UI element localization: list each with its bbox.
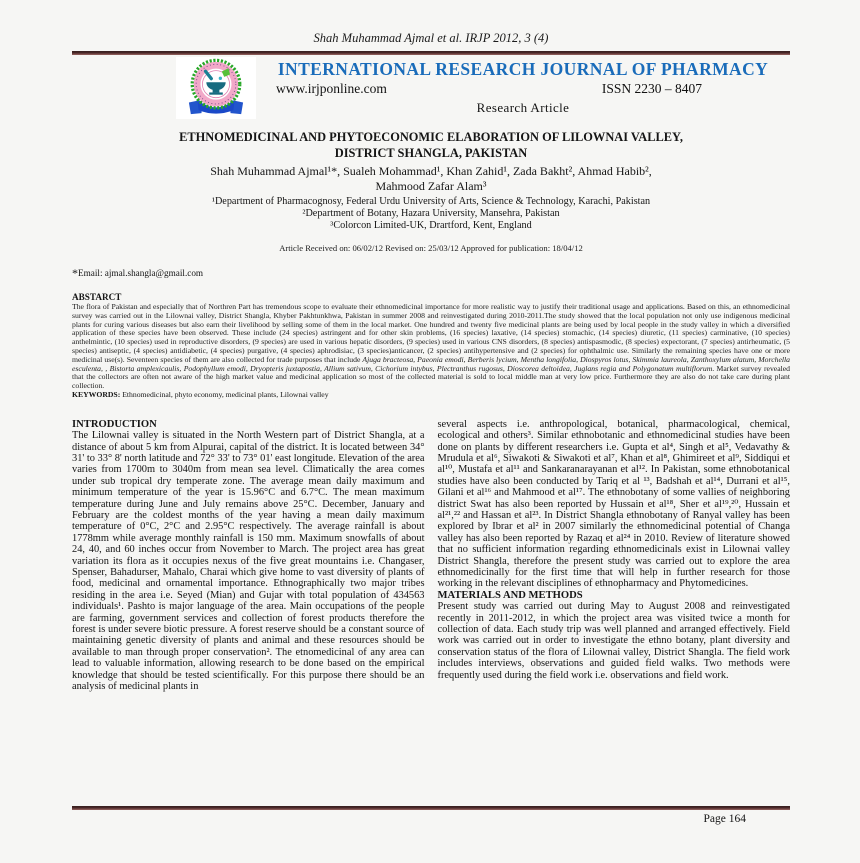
methods-text: Present study was carried out during May to August 2008 and reinvestigated recently in 2011-2012, in which the project area was visited twice a month for collection of data. Each study trip was well planned and arranged effectively. Field work was carried out in order to investigate the ethno botany, plant diversity and conservation status of the flora of Lilownai valley, District Shangla. The field work includes interviews, observations and guided field walks. Two methods were frequently used during the field work i.e. observations and field work. — [437, 601, 790, 681]
affiliations — [72, 196, 790, 232]
email-asterisk: * — [72, 266, 78, 280]
introduction-text: The Lilownai valley is situated in the North Western part of District Shangla, at a distance of about 5 km from Alpurai, capital of the district. It is located between 34° 31' to 33° 8' north latitude and 72° 33' to 73° 01' east longitude. Elevation of the area varies from 1700m to 3040m from mean sea level. Climatically the area comes under sub tropical dry temperate zone. The average mean daily maximum and minimum temperature of the year is 15.96°C and 6.7°C. The mean maximum temperature during June and July remains above 25°C. December, January and February are the coldest months of the year having a mean daily maximum temperature of 0°C, 2°C and 2.95°C respectively. The average rainfall is about 1778mm while average monthly rainfall is 150 mm. Maximum snowfalls of about 24, 40, and 60 inches occur from November to March. The project area has great variation its flora as it occupies nexus of the five great mountains i.e. Changaser, Spenser, Bahadurser, Mahalo, Charai which give home to vast diversity of plants of food, medicinal and ornamental importance. Ethnographically two major tribes residing in the area i.e. Seyed (Mian) and Gujar with total population of 434563 individuals¹. Pashto is major language of the area. Main occupations of the people are farming, government services and collection of forest products therefore the forest is under severe biotic pressure. A forest reserve should be a constant source of maintaining genetic diversity of plants and animal and these resources should be available to man through proper conservation². The etnomedicinal of any area can lead to valuable information, allowing research to be done based on the empirical knowledge that should be tested scientifically. For this purpose there should be an analysis of medicinal plants in — [72, 430, 425, 693]
authors — [72, 164, 790, 193]
article-dates: Article Received on: 06/02/12 Revised on: 25/03/12 Approved for publication: 18/04/12 — [279, 243, 583, 253]
masthead-text — [256, 57, 790, 121]
affiliation-2: ²Department of Botany, Hazara University, Mansehra, Pakistan — [302, 208, 560, 219]
paper-title — [72, 130, 790, 161]
authors-line2: Mahmood Zafar Alam³ — [375, 178, 487, 193]
affiliation-3: ³Colorcon Limited-UK, Drartford, Kent, England — [330, 220, 532, 231]
running-head: Shah Muhammad Ajmal et al. IRJP 2012, 3 (4) — [313, 31, 549, 45]
body-columns — [72, 419, 790, 693]
methods-heading: MATERIALS AND METHODS — [437, 589, 583, 601]
journal-issn: ISSN 2230 – 8407 — [601, 81, 702, 96]
page-number: Page 164 — [703, 813, 746, 825]
authors-line1: Shah Muhammad Ajmal¹*, Sualeh Mohammad¹, Khan Zahid¹, Zada Bakht², Ahmad Habib², — [210, 164, 652, 178]
journal-logo — [176, 57, 256, 119]
keywords-line — [72, 391, 790, 400]
journal-info-row — [256, 80, 790, 97]
keywords-text: Ethnomedicinal, phyto economy, medicinal plants, Lilownai valley — [120, 389, 329, 399]
masthead — [72, 57, 790, 121]
right-column — [438, 419, 791, 693]
abstract-heading: ABSTARCT — [72, 292, 122, 302]
article-type-label: Research Article — [476, 100, 570, 115]
left-column — [72, 419, 425, 693]
journal-website: www.irjponline.com — [276, 81, 387, 96]
page-footer — [72, 806, 790, 825]
corresponding-email — [72, 266, 790, 281]
introduction-continued-text: several aspects i.e. anthropological, botanical, pharmacological, chemical, ecological and others³. Similar ethnobotanic and ethnomedicinal studies have been done on plants by different researchers i.e. Gupta et al⁴, Singh et al⁵, Vedavathy & Mrudula et al⁶, Siwakoti & Siwakoti et al⁷, Khan et al⁸, Ghimireet et al⁹, Siddiqui et al¹⁰, Mustafa et al¹¹ and Sankaranarayanan et al¹². In Pakistan, some ethnobotanical studies have also been conducted by Tariq et al ¹³, Badshah et al¹⁴, Durrani et al¹⁵, Gilani et al¹⁶ and Mahmood et al¹⁷. The ethnobotany of some vallies of neighboring district Swat has also been reported by Hussain et al¹⁸, Sher et al¹⁹,²⁰, Hussain et al²¹,²² and Hassan et al²³. In District Shangla ethnobotany of Ranyal valley has been explored by Ibrar et al² in 2007 similarly the ethnomedicinal potential of Changa valley has also been reported by Razaq et al²⁴ in 2010. Review of literature showed that no sufficient information regarding ethnomedicinals exist in Lilownai valley District Shangla, therefore the present study was carried out to explore the area ethnomedicinally for the first time that will help in further research for those working in the relevant disciplines of ethnopharmacy and Phytomedicines. — [437, 418, 790, 590]
pharmacy-logo-icon — [177, 58, 255, 118]
introduction-heading: INTRODUCTION — [72, 418, 157, 430]
title-block — [72, 130, 790, 253]
paper-title-line1: ETHNOMEDICINAL AND PHYTOECONOMIC ELABORATION OF LILOWNAI VALLEY, — [179, 130, 683, 144]
keywords-label: KEYWORDS: — [72, 389, 121, 399]
abstract-part2: . Market survey revealed that the collectors are often not aware of the high market value and medicinal application so most of the collected material is sold to local middle man at very low price. Furthermore they are also do not take care during plant collection. — [72, 363, 791, 391]
journal-name: INTERNATIONAL RESEARCH JOURNAL OF PHARMACY — [277, 59, 769, 79]
header-rule — [72, 51, 790, 55]
abstract-part1: The flora of Pakistan and especially that of Northren Part has tremendous scope to evaluate their ethnomedicinal importance for more realistic way to justify their traditional usage and applications. Based on this, an ethnomedicinal survey was carried out in the Lilownai valley, District Shangla, Khyber Pakhtunkhwa, Pakistan in summer 2008 and reinvestigated during 2010-2011.The study showed that the local population not only use indigenous medicinal plants for curing various diseases but also earn their livelihood by selling some of them in the local market. One hundred and twenty five medicinal plants are being used by local people in the study valley in which a diversified application of these species have been observed. These include (24 species) astringent and for other skin problems, (16 species) laxative, (14 species) stomachic, (14 species) diuretic, (11 species) carminative, (10 species) anthelmintic, (10 species) used in reproductive disorders, (9 species) are used in various hepatic disorders, (9 species) used in various CNS disorders, (8 species) antispasmodic, (8 species) expectorant, (7 species) antirheumatic, (5 species) antiseptic, (4 species) antidiabetic, (4 species) purgative, (4 species) aphrodisiac, (3 species)anticancer, (2 species) antihypertensive and (2 species) for ophthalmic use. Similarly the remaining species have one or more medicinal use(s). Seventeen species of them are also collected for trade purposes that include — [72, 302, 790, 364]
footer-rule — [72, 806, 790, 810]
abstract-species-list: Ajuga bracteosa, Paeonia emodi, Berberis lycium, Mentha longifolia, Diospyros lotus, Skimmia laureola, Zanthoxylum alatum, Morchella esculenta, , Bistorta amplexicaulis, Podophyllum emodi, Dryopteris juxtapostia, Allium sativum, Cichorium intybus, Plectranthus rugosus, Dioscorea deltoidea, Juglans regia and Polygonatum multiflorum — [72, 354, 790, 373]
email-text: Email: ajmal.shangla@gmail.com — [78, 268, 204, 278]
paper-title-line2: DISTRICT SHANGLA, PAKISTAN — [334, 145, 528, 160]
abstract-text — [72, 303, 790, 391]
affiliation-1: ¹Department of Pharmacognosy, Federal Urdu University of Arts, Science & Technology, Karachi, Pakistan — [211, 196, 651, 207]
